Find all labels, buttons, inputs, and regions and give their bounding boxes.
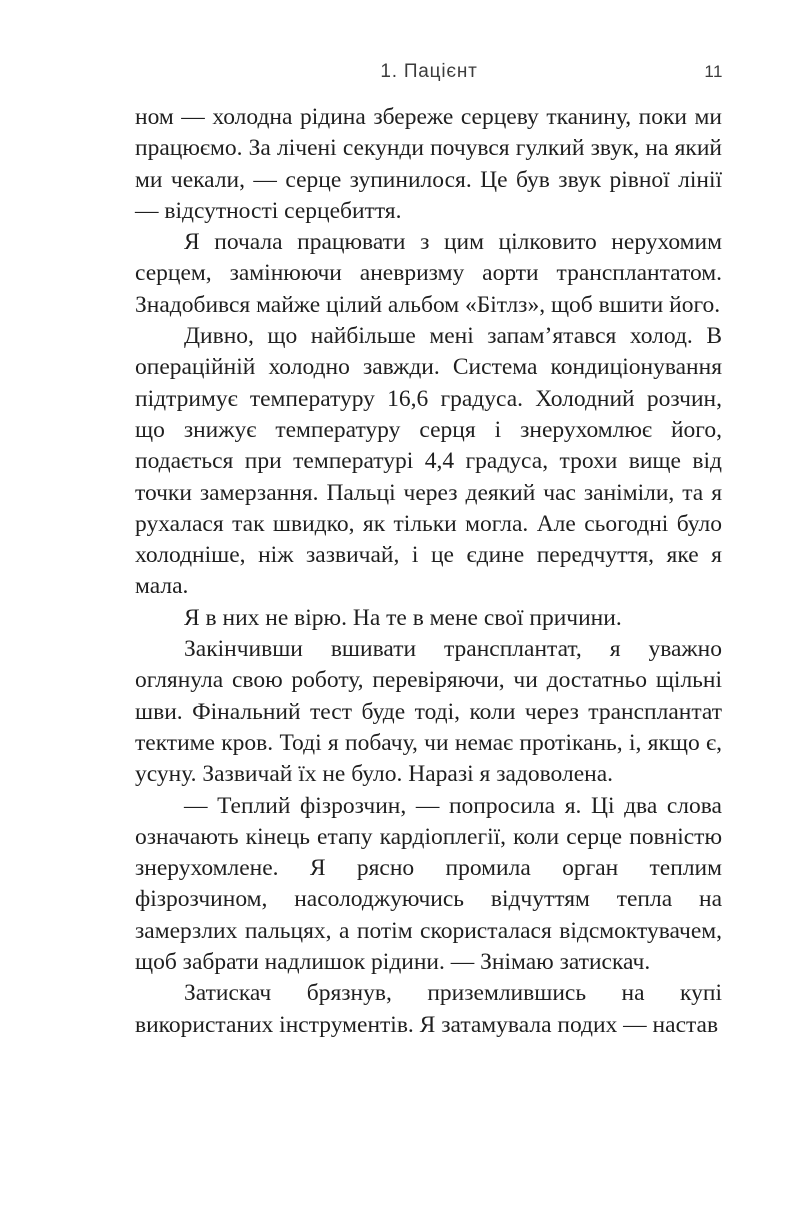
body-paragraph: Я почала працювати з цим цілковито нерухомим серцем, замінюючи аневризму аорти трансплантатом. Знадобився майже цілий альбом «Бітлз», щоб вшити його.: [135, 229, 722, 318]
chapter-title: 1. Пацієнт: [380, 61, 478, 82]
body-paragraph: ном — холодна рідина збереже серцеву тканину, поки ми працюємо. За лічені секунди почувся гулкий звук, на який ми чекали, — серце зупинилося. Це був звук рівної лінії — відсутності серцебиття.: [135, 104, 722, 224]
body-paragraph: Закінчивши вшивати трансплантат, я уважно оглянула свою роботу, перевіряючи, чи достатньо щільні шви. Фінальний тест буде тоді, коли через трансплантат тектиме кров. Тоді я побачу, чи немає протікань, і, якщо є, усуну. Зазвичай їх не було. Наразі я задоволена.: [135, 636, 722, 788]
body-paragraph: Затискач брязнув, приземлившись на купі використаних інструментів. Я затамувала подих — настав: [135, 980, 722, 1038]
body-paragraph: Я в них не вірю. На те в мене свої причини.: [184, 604, 622, 631]
body-text-block: [135, 102, 722, 1041]
running-header: [135, 61, 723, 87]
page-number: 11: [704, 62, 723, 81]
body-paragraph: Дивно, що найбільше мені запам’ятався холод. В операційній холодно завжди. Система кондиціонування підтримує температуру 16,6 градуса. Холодний розчин, що знижує температуру серця і знерухомлює його, подається при температурі 4,4 градуса, трохи вище від точки замерзання. Пальці через деякий час заніміли, та я рухалася так швидко, як тільки могла. Але сьогодні було холодніше, ніж зазвичай, і це єдине передчуття, яке я мала.: [135, 323, 722, 600]
body-paragraph: — Теплий фізрозчин, — попросила я. Ці два слова означають кінець етапу кардіоплегії, коли серце повністю знерухомлене. Я рясно промила орган теплим фізрозчином, насолоджуючись відчуттям тепла на замерзлих пальцях, а потім скористалася відсмоктувачем, щоб забрати надлишок рідини. — Знімаю затискач.: [135, 792, 722, 976]
